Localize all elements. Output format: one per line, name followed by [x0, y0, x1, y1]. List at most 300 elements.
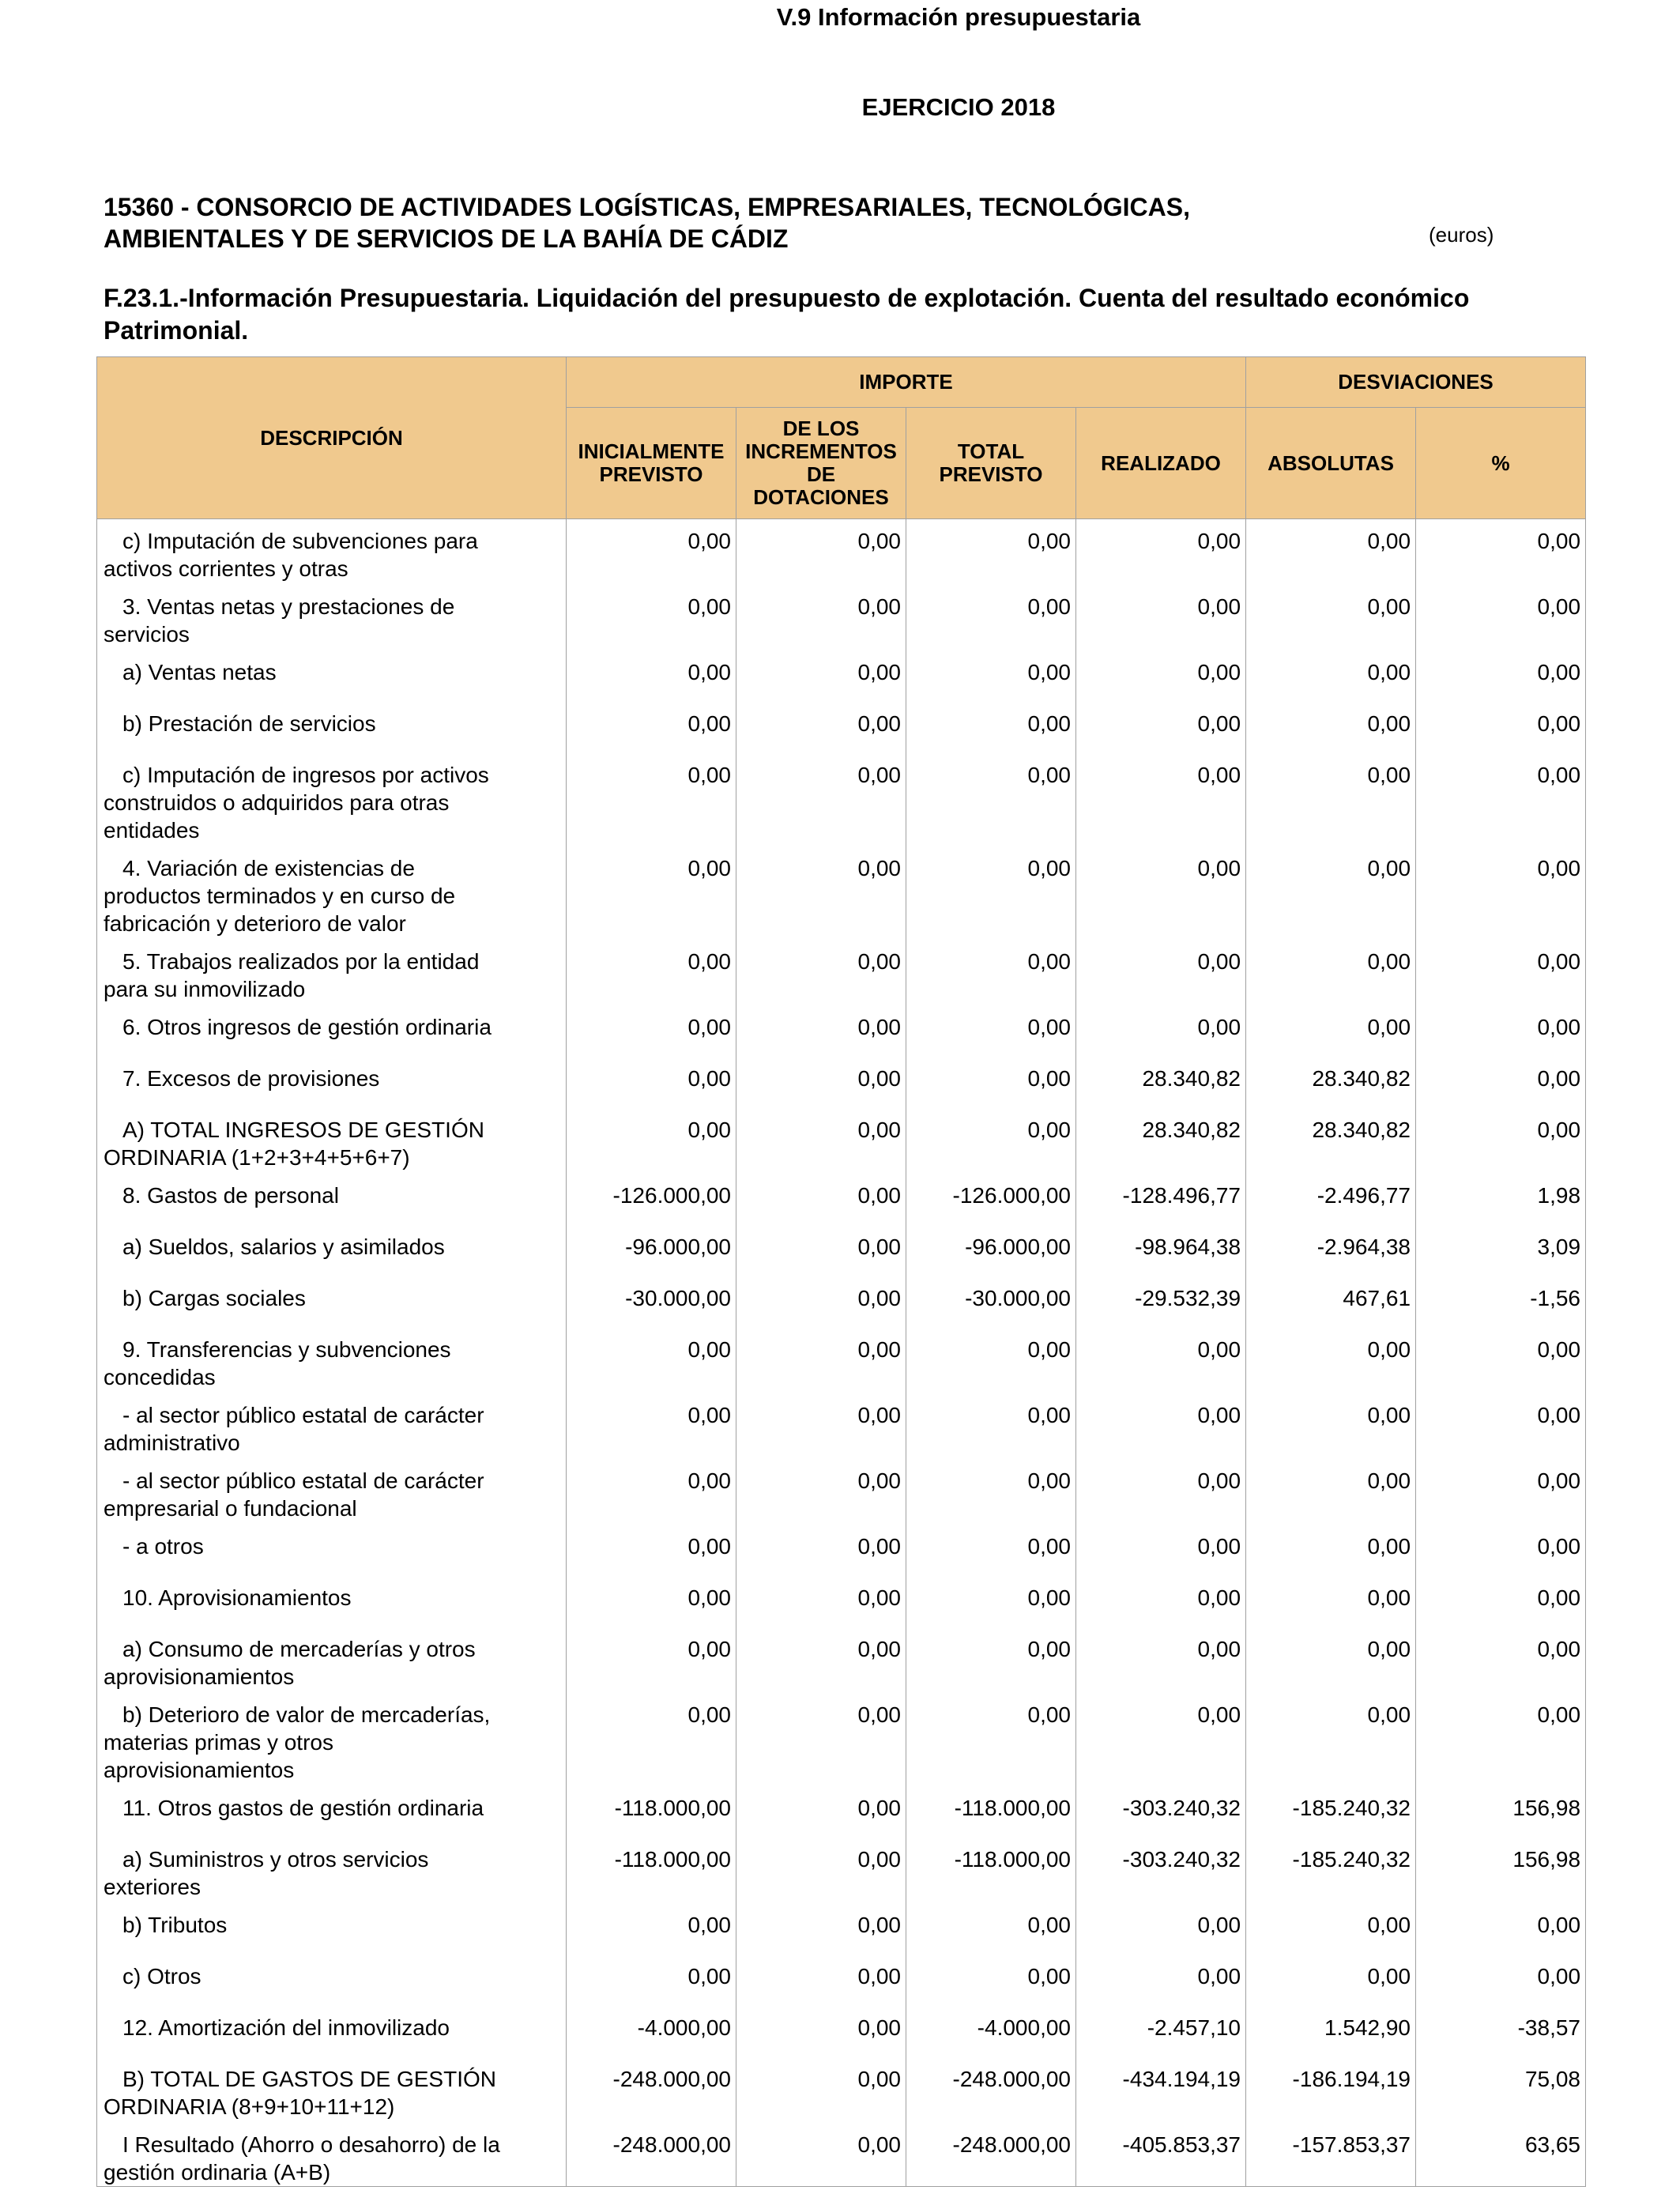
row-description [97, 2006, 567, 2057]
row-description-line [104, 1845, 561, 1873]
row-description-text: aprovisionamientos [104, 1664, 295, 1689]
cell-realizado: 0,00 [1076, 1328, 1246, 1393]
cell-desviacion-absoluta: 28.340,82 [1246, 1057, 1416, 1108]
cell-desviacion-absoluta: -185.240,32 [1246, 1838, 1416, 1903]
cell-inicialmente-previsto: 0,00 [567, 650, 736, 702]
cell-incrementos-dotaciones: 0,00 [736, 1108, 906, 1174]
cell-desviacion-porcentaje: 0,00 [1416, 519, 1586, 585]
row-description-line [104, 555, 561, 582]
row-description-text: - al sector público estatal de carácter [122, 1402, 484, 1427]
row-description-text: - a otros [122, 1533, 204, 1559]
cell-total-previsto: 0,00 [906, 1057, 1076, 1108]
row-description-text: fabricación y deterioro de valor [104, 910, 406, 936]
cell-desviacion-absoluta: -2.964,38 [1246, 1225, 1416, 1276]
cell-desviacion-porcentaje: 0,00 [1416, 1108, 1586, 1174]
row-description-text: activos corrientes y otras [104, 556, 348, 581]
cell-desviacion-absoluta: -186.194,19 [1246, 2057, 1416, 2123]
row-description-text: productos terminados y en curso de [104, 883, 456, 908]
row-description-line [104, 2065, 561, 2093]
cell-incrementos-dotaciones: 0,00 [736, 2123, 906, 2187]
header-inicialmente-line-1: INICIALMENTE [578, 439, 725, 463]
cell-desviacion-porcentaje: 0,00 [1416, 650, 1586, 702]
row-description-text: b) Cargas sociales [122, 1285, 306, 1310]
row-description-line [104, 710, 561, 737]
cell-desviacion-porcentaje: 0,00 [1416, 1955, 1586, 2006]
header-group-desviaciones: DESVIACIONES [1246, 357, 1586, 408]
row-description [97, 650, 567, 702]
row-description [97, 2057, 567, 2123]
cell-inicialmente-previsto: -248.000,00 [567, 2057, 736, 2123]
row-description-text: materias primas y otros [104, 1729, 333, 1755]
row-description-line [104, 975, 561, 1003]
row-description [97, 1174, 567, 1225]
cell-desviacion-absoluta: 0,00 [1246, 846, 1416, 940]
header-total-line-2: PREVISTO [939, 462, 1043, 486]
cell-realizado: 0,00 [1076, 1955, 1246, 2006]
row-description-line [104, 1144, 561, 1171]
row-description-line [104, 1635, 561, 1663]
row-description-text: b) Prestación de servicios [122, 711, 376, 736]
row-description-line [104, 2158, 561, 2186]
cell-total-previsto: 0,00 [906, 1459, 1076, 1525]
cell-total-previsto: 0,00 [906, 1328, 1076, 1393]
cell-realizado: 0,00 [1076, 650, 1246, 702]
cell-realizado: 0,00 [1076, 1525, 1246, 1576]
cell-desviacion-absoluta: 0,00 [1246, 1459, 1416, 1525]
row-description [97, 1276, 567, 1328]
cell-realizado: 0,00 [1076, 1005, 1246, 1057]
row-description-line [104, 882, 561, 910]
row-description-line [104, 1663, 561, 1691]
row-description-line [104, 2014, 561, 2041]
cell-realizado: 0,00 [1076, 1393, 1246, 1459]
report-title-line-2: Patrimonial. [104, 316, 249, 345]
row-description [97, 1786, 567, 1838]
row-description-line [104, 1013, 561, 1041]
cell-realizado: -128.496,77 [1076, 1174, 1246, 1225]
row-description-line [104, 1756, 561, 1784]
row-description [97, 702, 567, 753]
row-description [97, 940, 567, 1005]
row-description-text: servicios [104, 621, 190, 647]
row-description-line [104, 1065, 561, 1092]
table-row [97, 1955, 1586, 2006]
table-row [97, 1174, 1586, 1225]
cell-desviacion-absoluta: 0,00 [1246, 1627, 1416, 1693]
row-description-text: a) Sueldos, salarios y asimilados [122, 1234, 445, 1259]
cell-inicialmente-previsto: 0,00 [567, 846, 736, 940]
cell-desviacion-porcentaje: 0,00 [1416, 846, 1586, 940]
row-description-text: ORDINARIA (1+2+3+4+5+6+7) [104, 1144, 410, 1170]
row-description [97, 1459, 567, 1525]
cell-desviacion-porcentaje: 0,00 [1416, 702, 1586, 753]
row-description-text: B) TOTAL DE GASTOS DE GESTIÓN [122, 2066, 496, 2091]
cell-total-previsto: -248.000,00 [906, 2123, 1076, 2187]
cell-total-previsto: 0,00 [906, 1627, 1076, 1693]
cell-inicialmente-previsto: 0,00 [567, 1627, 736, 1693]
row-description [97, 1108, 567, 1174]
table-row [97, 2057, 1586, 2123]
cell-desviacion-absoluta: 0,00 [1246, 1955, 1416, 2006]
cell-total-previsto: 0,00 [906, 1108, 1076, 1174]
cell-incrementos-dotaciones: 0,00 [736, 1057, 906, 1108]
row-description-line [104, 1182, 561, 1209]
table-row [97, 519, 1586, 585]
cell-incrementos-dotaciones: 0,00 [736, 702, 906, 753]
table-row [97, 1693, 1586, 1786]
cell-desviacion-absoluta: 0,00 [1246, 1525, 1416, 1576]
row-description-text: empresarial o fundacional [104, 1495, 357, 1521]
row-description-line [104, 1336, 561, 1363]
cell-desviacion-absoluta: 0,00 [1246, 650, 1416, 702]
header-incrementos-line-1: DE LOS [782, 417, 860, 440]
cell-inicialmente-previsto: 0,00 [567, 1576, 736, 1627]
row-description-line [104, 910, 561, 937]
cell-desviacion-absoluta: 0,00 [1246, 519, 1416, 585]
cell-realizado: 0,00 [1076, 1903, 1246, 1955]
cell-incrementos-dotaciones: 0,00 [736, 1838, 906, 1903]
table-row [97, 1627, 1586, 1693]
table-row [97, 1225, 1586, 1276]
cell-desviacion-absoluta: 0,00 [1246, 585, 1416, 650]
cell-desviacion-porcentaje: 1,98 [1416, 1174, 1586, 1225]
row-description-line [104, 1728, 561, 1756]
cell-realizado: 0,00 [1076, 1459, 1246, 1525]
table-row [97, 1459, 1586, 1525]
table-row [97, 753, 1586, 846]
cell-incrementos-dotaciones: 0,00 [736, 2057, 906, 2123]
cell-total-previsto: 0,00 [906, 846, 1076, 940]
header-realizado: REALIZADO [1076, 408, 1246, 519]
row-description-text: a) Ventas netas [122, 659, 277, 684]
row-description-line [104, 1584, 561, 1612]
table-row [97, 2123, 1586, 2187]
cell-total-previsto: 0,00 [906, 1525, 1076, 1576]
cell-desviacion-absoluta: 1.542,90 [1246, 2006, 1416, 2057]
cell-incrementos-dotaciones: 0,00 [736, 1576, 906, 1627]
table-row [97, 585, 1586, 650]
row-description [97, 1393, 567, 1459]
table-row [97, 940, 1586, 1005]
cell-incrementos-dotaciones: 0,00 [736, 1328, 906, 1393]
units-label: (euros) [1429, 223, 1494, 247]
cell-inicialmente-previsto: 0,00 [567, 519, 736, 585]
report-title-line-1: F.23.1.-Información Presupuestaria. Liquidación del presupuesto de explotación. Cuenta del resultado económico [104, 284, 1470, 312]
row-description-line [104, 761, 561, 789]
cell-desviacion-absoluta: 0,00 [1246, 1328, 1416, 1393]
cell-desviacion-porcentaje: 0,00 [1416, 1328, 1586, 1393]
cell-inicialmente-previsto: -4.000,00 [567, 2006, 736, 2057]
cell-inicialmente-previsto: 0,00 [567, 1903, 736, 1955]
header-incrementos-line-3: DE [806, 462, 836, 486]
table-row [97, 702, 1586, 753]
exercise-title: EJERCICIO 2018 [861, 93, 1056, 121]
cell-desviacion-porcentaje: 0,00 [1416, 753, 1586, 846]
budget-table [96, 356, 1586, 2187]
cell-desviacion-porcentaje: 0,00 [1416, 585, 1586, 650]
cell-total-previsto: 0,00 [906, 1693, 1076, 1786]
entity-name-line-1: 15360 - CONSORCIO DE ACTIVIDADES LOGÍSTICAS, EMPRESARIALES, TECNOLÓGICAS, [104, 193, 1190, 221]
row-description-text: c) Imputación de subvenciones para [122, 529, 478, 553]
row-description-line [104, 1532, 561, 1560]
row-description-line [104, 854, 561, 882]
header-incrementos-line-2: INCREMENTOS [745, 439, 897, 463]
cell-incrementos-dotaciones: 0,00 [736, 940, 906, 1005]
row-description-text: para su inmovilizado [104, 976, 306, 1001]
cell-total-previsto: -4.000,00 [906, 2006, 1076, 2057]
row-description [97, 846, 567, 940]
cell-desviacion-absoluta: -2.496,77 [1246, 1174, 1416, 1225]
row-description [97, 753, 567, 846]
cell-desviacion-porcentaje: 63,65 [1416, 2123, 1586, 2187]
row-description-line [104, 789, 561, 816]
cell-inicialmente-previsto: 0,00 [567, 1108, 736, 1174]
table-row [97, 1328, 1586, 1393]
cell-inicialmente-previsto: -118.000,00 [567, 1786, 736, 1838]
cell-total-previsto: 0,00 [906, 1576, 1076, 1627]
cell-total-previsto: 0,00 [906, 940, 1076, 1005]
cell-total-previsto: -118.000,00 [906, 1786, 1076, 1838]
row-description-text: 6. Otros ingresos de gestión ordinaria [122, 1014, 492, 1039]
row-description [97, 1955, 567, 2006]
cell-total-previsto: 0,00 [906, 519, 1076, 585]
row-description-text: exteriores [104, 1874, 201, 1899]
row-description [97, 1525, 567, 1576]
cell-desviacion-absoluta: 0,00 [1246, 1693, 1416, 1786]
cell-incrementos-dotaciones: 0,00 [736, 1174, 906, 1225]
cell-desviacion-absoluta: 28.340,82 [1246, 1108, 1416, 1174]
table-row [97, 2006, 1586, 2057]
row-description-line [104, 1911, 561, 1939]
cell-total-previsto: -30.000,00 [906, 1276, 1076, 1328]
row-description-text: gestión ordinaria (A+B) [104, 2159, 331, 2185]
cell-incrementos-dotaciones: 0,00 [736, 1525, 906, 1576]
row-description-line [104, 658, 561, 686]
cell-realizado: -405.853,37 [1076, 2123, 1246, 2187]
row-description-line [104, 527, 561, 555]
cell-total-previsto: -126.000,00 [906, 1174, 1076, 1225]
cell-total-previsto: 0,00 [906, 1393, 1076, 1459]
cell-inicialmente-previsto: 0,00 [567, 1955, 736, 2006]
row-description-text: a) Consumo de mercaderías y otros [122, 1636, 476, 1661]
row-description [97, 1693, 567, 1786]
row-description [97, 1225, 567, 1276]
row-description-text: administrativo [104, 1430, 240, 1455]
cell-incrementos-dotaciones: 0,00 [736, 1786, 906, 1838]
cell-inicialmente-previsto: 0,00 [567, 940, 736, 1005]
cell-desviacion-porcentaje: 0,00 [1416, 1525, 1586, 1576]
cell-realizado: 0,00 [1076, 1693, 1246, 1786]
cell-realizado: 0,00 [1076, 753, 1246, 846]
cell-inicialmente-previsto: 0,00 [567, 753, 736, 846]
header-incrementos-dotaciones [736, 408, 906, 519]
cell-incrementos-dotaciones: 0,00 [736, 1225, 906, 1276]
cell-realizado: -29.532,39 [1076, 1276, 1246, 1328]
row-description [97, 1576, 567, 1627]
cell-desviacion-absoluta: 0,00 [1246, 702, 1416, 753]
cell-incrementos-dotaciones: 0,00 [736, 753, 906, 846]
table-row [97, 1057, 1586, 1108]
row-description-line [104, 1962, 561, 1990]
row-description-text: construidos o adquiridos para otras [104, 790, 450, 815]
cell-realizado: 0,00 [1076, 1627, 1246, 1693]
cell-inicialmente-previsto: -118.000,00 [567, 1838, 736, 1903]
row-description-line [104, 620, 561, 648]
header-incrementos-line-4: DOTACIONES [753, 485, 889, 509]
cell-incrementos-dotaciones: 0,00 [736, 1459, 906, 1525]
table-row [97, 1903, 1586, 1955]
cell-realizado: -303.240,32 [1076, 1786, 1246, 1838]
row-description-text: A) TOTAL INGRESOS DE GESTIÓN [122, 1117, 484, 1142]
row-description-text: 5. Trabajos realizados por la entidad [122, 948, 480, 974]
row-description [97, 1903, 567, 1955]
row-description-line [104, 593, 561, 620]
row-description-text: c) Otros [122, 1963, 202, 1989]
row-description-line [104, 1363, 561, 1391]
cell-total-previsto: 0,00 [906, 1955, 1076, 2006]
table-row [97, 1393, 1586, 1459]
cell-desviacion-absoluta: -157.853,37 [1246, 2123, 1416, 2187]
cell-desviacion-porcentaje: 0,00 [1416, 1627, 1586, 1693]
row-description-line [104, 1873, 561, 1901]
cell-realizado: 0,00 [1076, 702, 1246, 753]
header-descripcion: DESCRIPCIÓN [97, 357, 567, 519]
cell-desviacion-porcentaje: 75,08 [1416, 2057, 1586, 2123]
cell-desviacion-absoluta: 0,00 [1246, 1005, 1416, 1057]
row-description-text: aprovisionamientos [104, 1757, 295, 1782]
row-description [97, 2123, 567, 2187]
row-description-line [104, 1495, 561, 1522]
cell-total-previsto: 0,00 [906, 650, 1076, 702]
cell-incrementos-dotaciones: 0,00 [736, 650, 906, 702]
cell-inicialmente-previsto: 0,00 [567, 1525, 736, 1576]
cell-total-previsto: 0,00 [906, 753, 1076, 846]
row-description-line [104, 1284, 561, 1312]
cell-total-previsto: -96.000,00 [906, 1225, 1076, 1276]
cell-realizado: 0,00 [1076, 1576, 1246, 1627]
row-description-line [104, 1701, 561, 1728]
header-percent: % [1416, 408, 1586, 519]
cell-inicialmente-previsto: 0,00 [567, 702, 736, 753]
cell-total-previsto: -248.000,00 [906, 2057, 1076, 2123]
cell-desviacion-porcentaje: 0,00 [1416, 1693, 1586, 1786]
cell-realizado: -434.194,19 [1076, 2057, 1246, 2123]
row-description-line [104, 2093, 561, 2120]
cell-desviacion-absoluta: 0,00 [1246, 1903, 1416, 1955]
cell-desviacion-porcentaje: 156,98 [1416, 1786, 1586, 1838]
entity-name [104, 191, 1368, 254]
table-row [97, 1576, 1586, 1627]
table-row [97, 1838, 1586, 1903]
cell-total-previsto: 0,00 [906, 702, 1076, 753]
row-description [97, 1328, 567, 1393]
row-description-text: b) Deterioro de valor de mercaderías, [122, 1702, 491, 1727]
row-description-line [104, 1794, 561, 1822]
row-description-line [104, 1116, 561, 1144]
cell-desviacion-absoluta: 0,00 [1246, 1393, 1416, 1459]
table-row [97, 1786, 1586, 1838]
table-row [97, 650, 1586, 702]
cell-inicialmente-previsto: -96.000,00 [567, 1225, 736, 1276]
row-description-text: 8. Gastos de personal [122, 1182, 339, 1208]
cell-realizado: 0,00 [1076, 585, 1246, 650]
cell-desviacion-absoluta: 0,00 [1246, 1576, 1416, 1627]
row-description-line [104, 2131, 561, 2158]
row-description-line [104, 1401, 561, 1429]
cell-inicialmente-previsto: -248.000,00 [567, 2123, 736, 2187]
cell-incrementos-dotaciones: 0,00 [736, 2006, 906, 2057]
cell-incrementos-dotaciones: 0,00 [736, 1276, 906, 1328]
cell-inicialmente-previsto: 0,00 [567, 1393, 736, 1459]
cell-total-previsto: -118.000,00 [906, 1838, 1076, 1903]
cell-desviacion-porcentaje: 0,00 [1416, 1393, 1586, 1459]
cell-total-previsto: 0,00 [906, 1005, 1076, 1057]
cell-inicialmente-previsto: -30.000,00 [567, 1276, 736, 1328]
cell-total-previsto: 0,00 [906, 1903, 1076, 1955]
cell-desviacion-porcentaje: -38,57 [1416, 2006, 1586, 2057]
cell-realizado: 28.340,82 [1076, 1108, 1246, 1174]
cell-incrementos-dotaciones: 0,00 [736, 1903, 906, 1955]
header-total-line-1: TOTAL [957, 439, 1025, 463]
row-description [97, 585, 567, 650]
table-row [97, 1276, 1586, 1328]
entity-name-line-2: AMBIENTALES Y DE SERVICIOS DE LA BAHÍA DE CÁDIZ [104, 224, 789, 253]
section-title: V.9 Información presupuestaria [776, 3, 1141, 31]
row-description-line [104, 948, 561, 975]
cell-incrementos-dotaciones: 0,00 [736, 1005, 906, 1057]
row-description-line [104, 1467, 561, 1495]
row-description [97, 1005, 567, 1057]
cell-realizado: 0,00 [1076, 940, 1246, 1005]
table-row [97, 1525, 1586, 1576]
row-description-text: 3. Ventas netas y prestaciones de [122, 594, 455, 619]
row-description-text: b) Tributos [122, 1912, 228, 1937]
row-description-text: 7. Excesos de provisiones [122, 1065, 380, 1091]
cell-realizado: 0,00 [1076, 846, 1246, 940]
cell-realizado: -2.457,10 [1076, 2006, 1246, 2057]
cell-desviacion-porcentaje: 0,00 [1416, 1576, 1586, 1627]
header-inicialmente-line-2: PREVISTO [599, 462, 703, 486]
cell-desviacion-porcentaje: 3,09 [1416, 1225, 1586, 1276]
row-description-text: 9. Transferencias y subvenciones [122, 1336, 451, 1362]
cell-realizado: 0,00 [1076, 519, 1246, 585]
cell-inicialmente-previsto: 0,00 [567, 1459, 736, 1525]
cell-desviacion-porcentaje: 0,00 [1416, 940, 1586, 1005]
cell-incrementos-dotaciones: 0,00 [736, 846, 906, 940]
cell-inicialmente-previsto: -126.000,00 [567, 1174, 736, 1225]
row-description-line [104, 816, 561, 844]
row-description-text: 4. Variación de existencias de [122, 855, 415, 880]
cell-incrementos-dotaciones: 0,00 [736, 1627, 906, 1693]
header-total-previsto [906, 408, 1076, 519]
cell-realizado: -98.964,38 [1076, 1225, 1246, 1276]
cell-desviacion-porcentaje: 0,00 [1416, 1005, 1586, 1057]
row-description [97, 519, 567, 585]
cell-desviacion-absoluta: 467,61 [1246, 1276, 1416, 1328]
cell-desviacion-absoluta: 0,00 [1246, 940, 1416, 1005]
row-description-line [104, 1233, 561, 1261]
row-description-text: 10. Aprovisionamientos [122, 1585, 352, 1610]
row-description-text: entidades [104, 817, 200, 843]
row-description-text: a) Suministros y otros servicios [122, 1846, 429, 1872]
row-description [97, 1627, 567, 1693]
cell-desviacion-porcentaje: 0,00 [1416, 1903, 1586, 1955]
cell-inicialmente-previsto: 0,00 [567, 1005, 736, 1057]
table-row [97, 1108, 1586, 1174]
table-row [97, 1005, 1586, 1057]
row-description-text: c) Imputación de ingresos por activos [122, 762, 489, 787]
cell-inicialmente-previsto: 0,00 [567, 1693, 736, 1786]
